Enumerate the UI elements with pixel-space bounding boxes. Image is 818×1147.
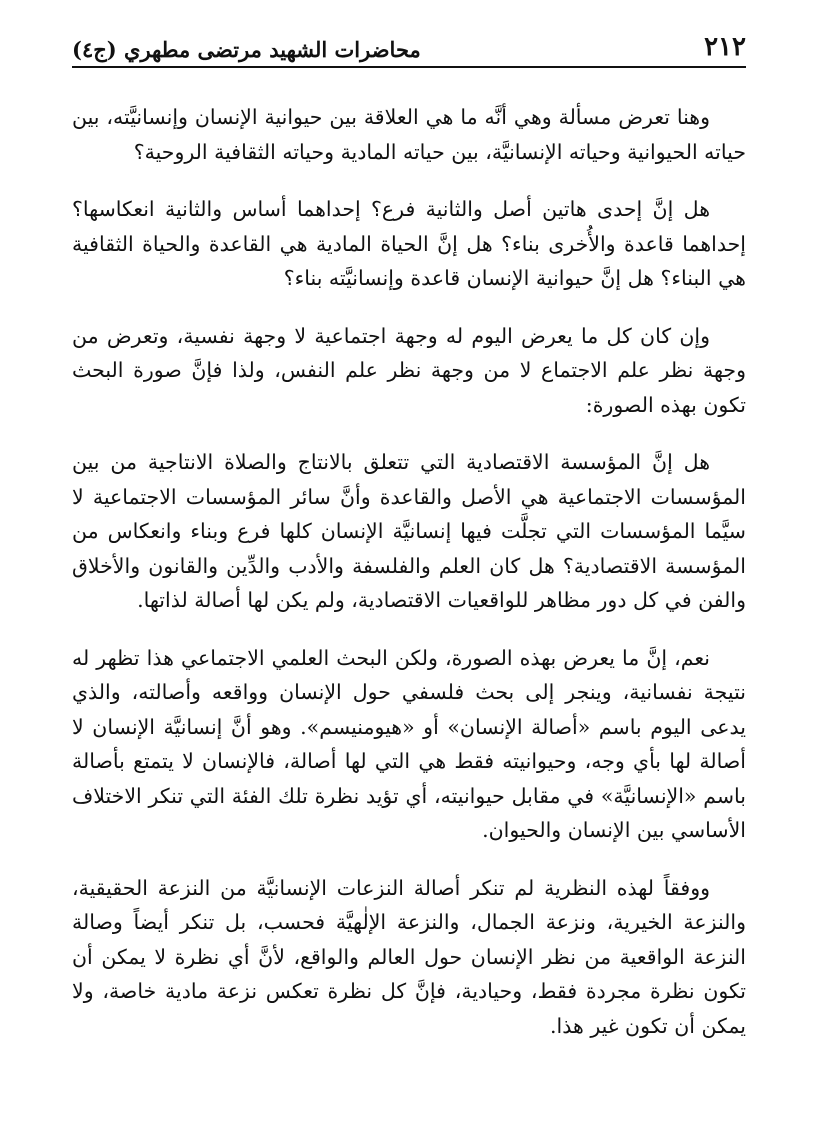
paragraph: ووفقاً لهذه النظرية لم تنكر أصالة النزعات الإنسانيَّة من النزعة الحقيقية، والنزعة الخيرية، ونزعة الجمال، والنزعة الإلٰهيَّة فحسب، بل تنكر أيضاً وصالة النزعة الواقعية من نظر الإنسان حول العالم والواقع، لأنَّ أي نظرة لا يمكن أن تكون نظرة مجردة فقط، وحيادية، فإنَّ كل نظرة تعكس نزعة مادية خاصة، ولا يمكن أن تكون غير هذا. [72, 875, 746, 1038]
paragraph: وإن كان كل ما يعرض اليوم له وجهة اجتماعية لا وجهة نفسية، وتعرض من وجهة نظر علم الاجتماع لا من وجهة نظر علم النفس، ولذا فإنَّ صورة البحث تكون بهذه الصورة: [72, 323, 746, 417]
page-number: ٢١٢ [704, 32, 746, 62]
header-divider [72, 66, 746, 68]
running-title: محاضرات الشهيد مرتضى مطهري (ج٤) [72, 37, 421, 62]
paragraph: نعم، إنَّ ما يعرض بهذه الصورة، ولكن البحث العلمي الاجتماعي هذا تظهر له نتيجة نفسانية، وينجر إلى بحث فلسفي حول الإنسان وواقعه وأصالته، والذي يدعى اليوم باسم «أصالة الإنسان» أو «هيومنيسم». وهو أنَّ إنسانيَّة الإنسان لا أصالة لها بأي وجه، وحيوانيته فقط هي التي لها أصالة، فالإنسان لا يتمتع بأصالة باسم «الإنسانيَّة» في مقابل حيوانيته، أي تؤيد نظرة تلك الفئة التي تنكر الاختلاف الأساسي بين الإنسان والحيوان. [72, 645, 746, 842]
page-header [72, 18, 746, 62]
paragraph: وهنا تعرض مسألة وهي أنَّه ما هي العلاقة بين حيوانية الإنسان وإنسانيَّته، بين حياته الحيوانية وحياته الإنسانيَّة، بين حياته المادية وحياته الثقافية الروحية؟ [72, 105, 746, 164]
paragraph: هل إنَّ إحدى هاتين أصل والثانية فرع؟ إحداهما أساس والثانية انعكاسها؟ إحداهما قاعدة والأُخرى بناء؟ هل إنَّ الحياة المادية هي القاعدة والحياة الثقافية هي البناء؟ هل إنَّ حيوانية الإنسان قاعدة وإنسانيَّته بناء؟ [72, 197, 746, 290]
body-text [72, 100, 746, 1066]
paragraph: هل إنَّ المؤسسة الاقتصادية التي تتعلق بالانتاج والصلاة الانتاجية من بين المؤسسات الاجتماعية هي الأصل والقاعدة وأنَّ سائر المؤسسات الاجتماعية لا سيَّما المؤسسات التي تجلَّت فيها إنسانيَّة الإنسان كلها فرع وبناء وانعكاس من المؤسسة الاقتصادية؟ هل كان العلم والفلسفة والأدب والدِّين والقانون والأخلاق والفن في كل دور مظاهر للواقعيات الاقتصادية، ولم يكن لها أصالة لذاتها. [72, 450, 746, 612]
